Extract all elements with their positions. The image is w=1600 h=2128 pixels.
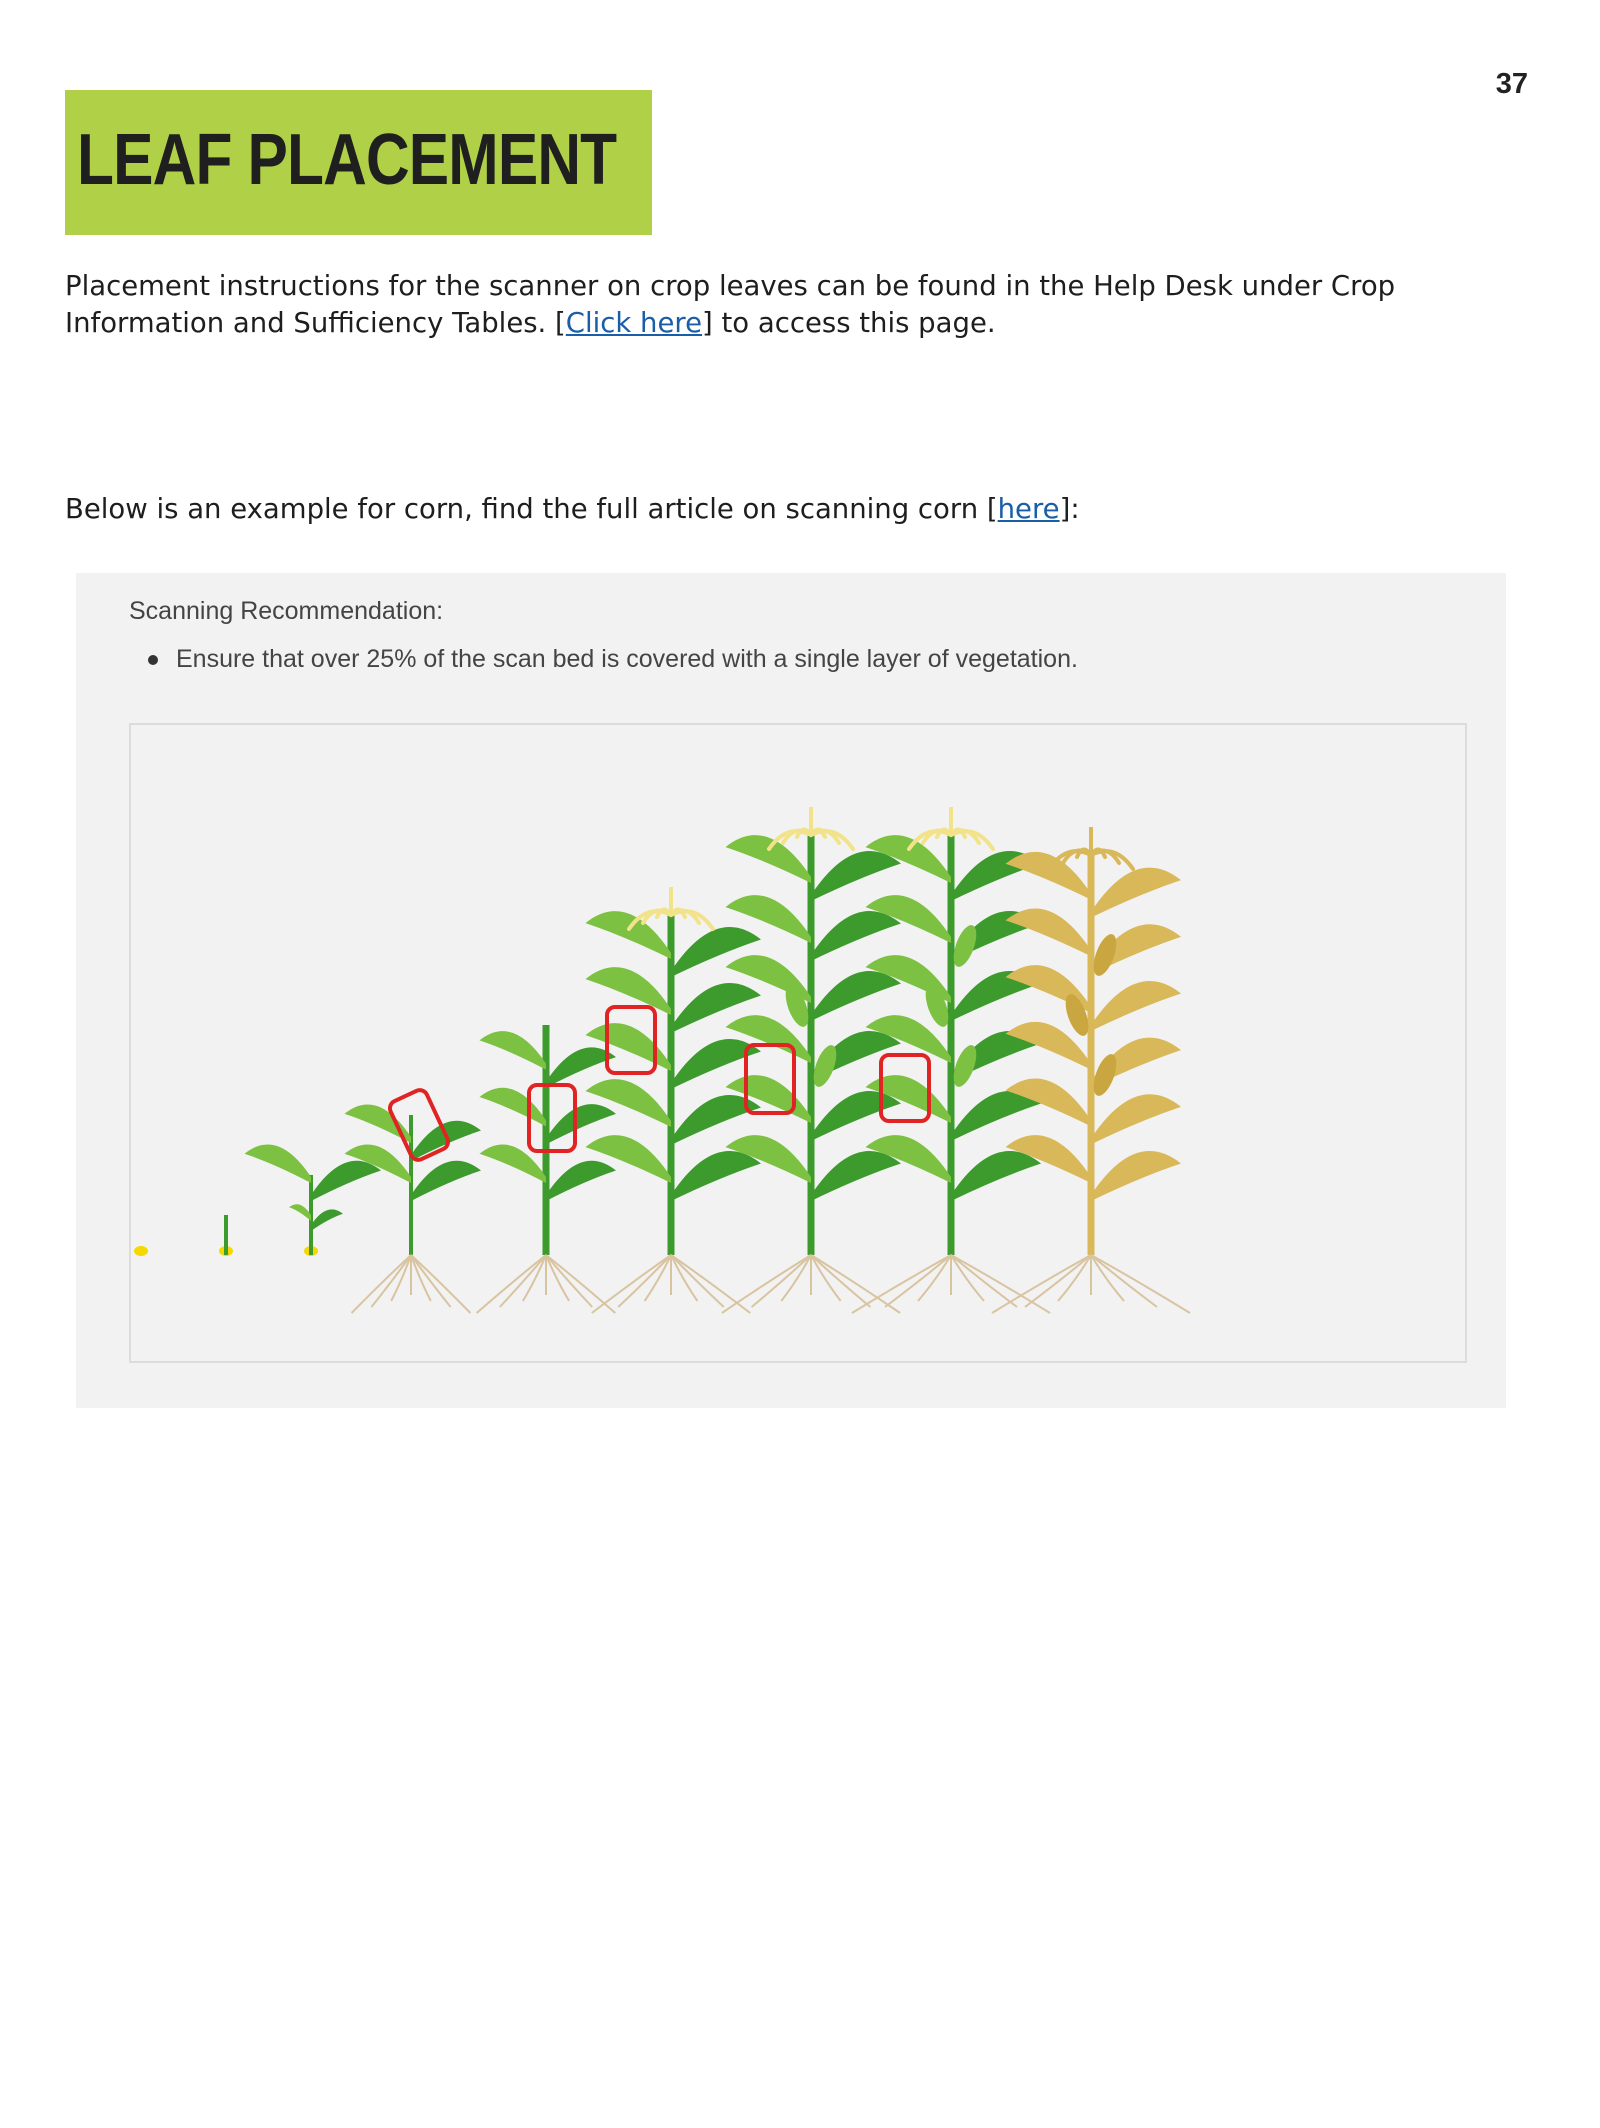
- corn-article-link[interactable]: here: [997, 493, 1060, 525]
- page-title: LEAF PLACEMENT: [77, 120, 617, 200]
- leaf: [1006, 909, 1092, 957]
- leaf: [586, 1023, 672, 1071]
- leaf: [480, 1031, 547, 1070]
- page-number: 37: [1495, 68, 1528, 100]
- root: [477, 1255, 546, 1313]
- leaf: [311, 1209, 343, 1231]
- corn-growth-illustration: [131, 725, 1465, 1361]
- example-paragraph: [65, 491, 1485, 528]
- leaf: [1091, 868, 1181, 918]
- corn-growth-diagram: [129, 723, 1467, 1363]
- root: [1025, 1255, 1091, 1307]
- growth-stage-1: [134, 1246, 148, 1256]
- leaf: [480, 1088, 547, 1127]
- leaf: [245, 1144, 312, 1183]
- root: [852, 1255, 951, 1313]
- root: [352, 1255, 411, 1313]
- root: [885, 1255, 951, 1307]
- growth-stage-7: [722, 807, 901, 1313]
- root: [411, 1255, 470, 1313]
- leaf: [951, 1091, 1041, 1141]
- figure-bullet: [176, 645, 1078, 674]
- help-desk-link[interactable]: Click here: [565, 307, 703, 339]
- root: [1091, 1255, 1157, 1307]
- leaf: [1091, 981, 1181, 1031]
- growth-stage-4: [345, 1088, 482, 1313]
- seed: [134, 1246, 148, 1256]
- root: [1091, 1255, 1190, 1313]
- leaf: [811, 1091, 901, 1141]
- root: [811, 1255, 900, 1313]
- root: [811, 1255, 870, 1307]
- tassel: [1091, 851, 1133, 869]
- leaf: [726, 835, 812, 883]
- growth-stage-8: [852, 807, 1050, 1313]
- root: [671, 1255, 724, 1307]
- leaf: [1006, 852, 1092, 900]
- scanning-figure: [76, 573, 1506, 1408]
- growth-stage-6: [586, 887, 762, 1313]
- root: [592, 1255, 671, 1313]
- root: [992, 1255, 1091, 1313]
- bullet-dot-icon: [148, 655, 158, 665]
- leaf: [951, 1151, 1041, 1201]
- leaf: [811, 971, 901, 1021]
- tassel: [811, 831, 853, 849]
- intro-text-before: Placement instructions for the scanner on crop leaves can be found in the Help Desk under Crop Information and Sufficiency Tables. [: [65, 270, 1396, 339]
- tassel: [671, 911, 713, 929]
- leaf: [671, 1151, 761, 1201]
- leaf: [311, 1161, 381, 1201]
- title-band: [65, 90, 652, 235]
- root: [951, 1255, 1050, 1313]
- leaf: [289, 1204, 311, 1221]
- example-text-after: ]:: [1059, 493, 1080, 525]
- root: [752, 1255, 811, 1307]
- intro-text-after: ] to access this page.: [702, 307, 996, 339]
- intro-paragraph: [65, 268, 1485, 342]
- root: [722, 1255, 811, 1313]
- figure-heading: Scanning Recommendation:: [129, 597, 444, 625]
- growth-stage-2: [219, 1215, 233, 1256]
- leaf: [1091, 1151, 1181, 1201]
- leaf: [811, 851, 901, 901]
- tassel: [951, 831, 993, 849]
- example-text-before: Below is an example for corn, find the full article on scanning corn [: [65, 493, 998, 525]
- growth-stage-3: [245, 1144, 382, 1256]
- growth-stage-9: [992, 827, 1190, 1313]
- root: [618, 1255, 671, 1307]
- leaf: [1091, 1094, 1181, 1144]
- root: [951, 1255, 1017, 1307]
- leaf: [811, 1151, 901, 1201]
- root: [671, 1255, 750, 1313]
- leaf: [811, 911, 901, 961]
- leaf: [411, 1161, 481, 1201]
- leaf: [546, 1161, 616, 1201]
- figure-bullet-text: Ensure that over 25% of the scan bed is covered with a single layer of vegetation.: [176, 645, 1078, 673]
- growth-stage-5: [477, 1025, 616, 1313]
